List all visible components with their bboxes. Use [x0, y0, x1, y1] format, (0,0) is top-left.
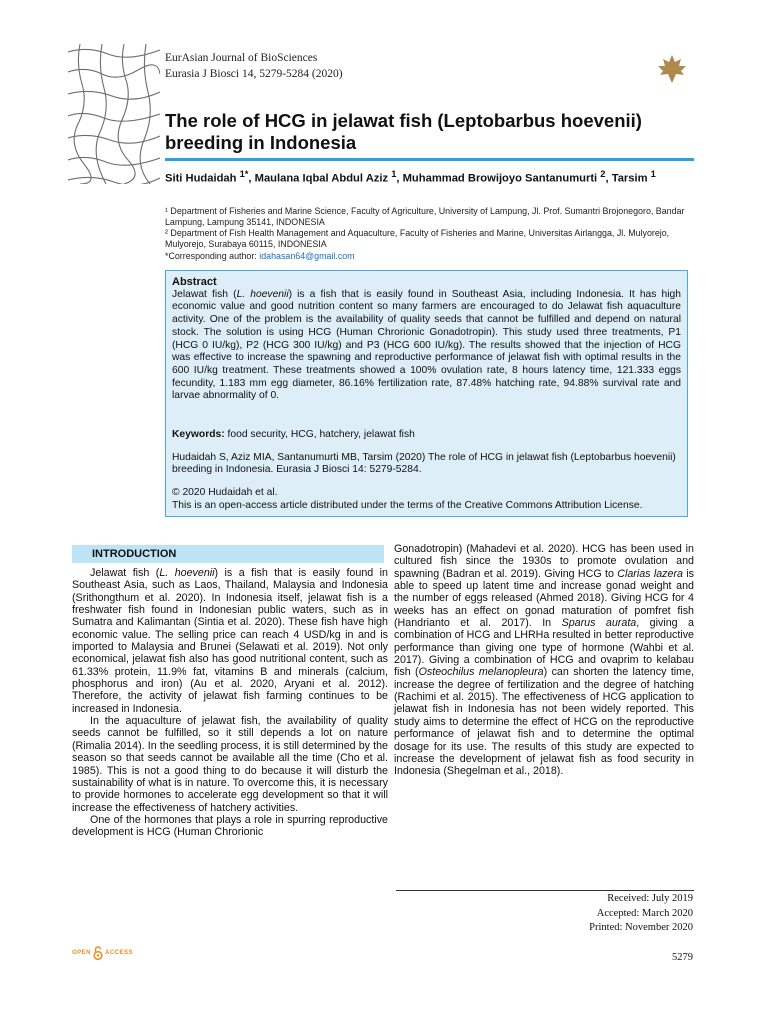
received-date: Received: July 2019 — [607, 893, 693, 904]
printed-date: Printed: November 2020 — [589, 922, 693, 933]
author-name: Siti Hudaidah — [165, 172, 237, 185]
open-access-logo — [72, 946, 133, 960]
corresponding-author — [165, 251, 695, 262]
article-dates — [500, 892, 693, 936]
cracked-earth-illustration — [68, 44, 160, 184]
open-access-right: ACCESS — [105, 950, 134, 956]
copyright-line: © 2020 Hudaidah et al. — [172, 487, 278, 499]
affiliation-2: ² Department of Fish Health Management and Aquaculture, Faculty of Fisheries and Marine, Universitas Airlangga, Jl. Mulyorejo, Mulyorejo, Surabaya 60115, INDONESIA — [165, 228, 670, 249]
open-access-left: OPEN — [72, 950, 92, 956]
license-line: This is an open-access article distributed under the terms of the Creative Commons Attribution License. — [172, 499, 643, 511]
intro-paragraph: Jelawat fish (L. hoevenii) is a fish that is easily found in Southeast Asia, such as Laos, Thailand, Malaysia and Indonesia (Srithongthum et al. 2020). In Indonesia itself, jelawat fish is a freshwater fish found in Indonesian public waters, such as in Sumatra and Kalimantan (Sintia et al. 2020). These fish have high economic value. The selling price can reach 4 USD/kg in and is imported to Malaysia and Brunei (Selawati et al. 2019). Not only economical, jelawat fish also has good nutritional content, such as 61.33% protein, 11.9% fat, vitamins B and minerals (calcium, phosphorus and iron) (Au et al. 2020, Aryani et al. 2012). Therefore, the activity of jelawat fish farming continues to be increased in Indonesia. — [72, 567, 388, 715]
intro-paragraph: Gonadotropin) (Mahadevi et al. 2020). HCG has been used in cultured fish since the 1930s to promote ovulation and spawning (Badran et al. 2019). Giving HCG to Clarias lazera is able to speed up latent time and increase gonad weight and the number of eggs released (Ahmed 2018). Giving HCG for 4 weeks has an effect on gonad maturation of pomfret fish (Handrianto et al. 2017). In Sparus aurata, giving a combination of HCG and LHRHa resulted in better reproductive performance than giving one type of hormone (Wahbi et al. 2017). Giving a combination of HCG and ovaprim to kelabau fish (Osteochilus melanopleura) can shorten the latency time, increase the degree of fertilization and the degree of hatching (Rachimi et al. 2015). The effectiveness of HCG application to jelawat fish in Indonesia has not been widely reported. This study aims to determine the effect of HCG on the reproductive performance of jelawat fish and to determine the optimal dosage for its use. The results of this study are expected to increase the development of jelawat fish as food security in Indonesia (Shegelman et al., 2018). — [394, 543, 695, 778]
keywords-label: Keywords: — [172, 429, 225, 441]
author-sup: 1* — [239, 169, 249, 179]
abstract-text: Jelawat fish (L. hoevenii) is a fish that is easily found in Southeast Asia, including Indonesia. It has high economic value and good nutrition content so many farmers are encouraged to do Jelawat fish aquaculture activity. One of the problem is the availability of quality seeds that cannot be fulfilled and depend on natural stock. The solution is using HCG (Human Chrorionic Gonadotropin). This study used three treatments, P1 (HCG 0 IU/kg), P2 (HCG 300 IU/kg) and P3 (HCG 600 IU/kg). The results showed that the injection of HCG was effective to increase the spawning and reproductive performance of jelawat fish with optimal results in the 600 IU/kg treatment. These treatments showed a 100% ovulation rate, 8 hours latency time, 121.333 eggs fecundity, 1.183 mm egg diameter, 86.16% fertilization rate, 87.48% hatching rate, 94.88% survival rate and larvae abnormality of 0. — [172, 288, 681, 402]
affiliation-1: ¹ Department of Fisheries and Marine Science, Faculty of Agriculture, University of Lampung, Jl. Prof. Sumantri Brojonegoro, Bandar Lampung, Lampung 35141, INDONESIA — [165, 206, 685, 227]
maple-leaf-icon — [656, 54, 688, 84]
author-list: Siti Hudaidah $^{1*}$, Maulana Iqbal Abdul Aziz $^1$, Muhammad Browijoyo Santanumurti $^2$, Tarsim $^1$ — [165, 169, 656, 185]
corresponding-email-link[interactable]: idahasan64@gmail.com — [259, 251, 355, 261]
author-sup: 1 — [650, 169, 656, 179]
how-to-cite: Hudaidah S, Aziz MIA, Santanumurti MB, Tarsim (2020) The role of HCG in jelawat fish (Leptobarbus hoevenii) breeding in Indonesia. Eurasia J Biosci 14: 5279-5284. — [172, 451, 676, 476]
author-sup: 1 — [391, 169, 397, 179]
abstract-heading: Abstract — [172, 276, 217, 288]
open-lock-icon — [93, 946, 103, 960]
dates-rule — [396, 890, 694, 891]
intro-paragraph: In the aquaculture of jelawat fish, the availability of quality seeds cannot be fulfilled, so it still depends a lot on nature (Rimalia 2014). In the seedling process, it is still determined by the season so that seeds cannot be available all the time (Cho et al. 1985). This is not a good thing to do because it will disturb the sustainability of what is in nature. To overcome this, it is necessary to provide hormones to accelerate egg development so that it will increase the effectiveness of hatchery activities. — [72, 715, 388, 814]
accepted-date: Accepted: March 2020 — [596, 907, 693, 919]
right-column — [394, 543, 694, 778]
author-sup: 2 — [600, 169, 606, 179]
page-number: 5279 — [672, 952, 693, 963]
author-name: Maulana Iqbal Abdul Aziz — [254, 172, 389, 185]
title-rule — [165, 158, 694, 161]
keywords-list: food security, HCG, hatchery, jelawat fish — [224, 429, 415, 441]
corresponding-label: *Corresponding author: — [165, 251, 260, 261]
license-block — [172, 487, 681, 512]
intro-paragraph: One of the hormones that plays a role in spurring reproductive development is HCG (Human Chrorionic — [72, 813, 388, 839]
left-column — [72, 567, 388, 839]
journal-name: EurAsian Journal of BioSciences — [165, 52, 318, 64]
keywords — [172, 429, 681, 442]
journal-citation: Eurasia J Biosci 14, 5279-5284 (2020) — [165, 68, 343, 80]
author-name: Muhammad Browijoyo Santanumurti — [402, 172, 598, 185]
article-title: The role of HCG in jelawat fish (Leptobarbus hoevenii) breeding in Indonesia — [165, 110, 642, 153]
introduction-heading: INTRODUCTION — [72, 545, 384, 563]
author-name: Tarsim — [611, 172, 648, 185]
abstract-box — [165, 270, 688, 517]
